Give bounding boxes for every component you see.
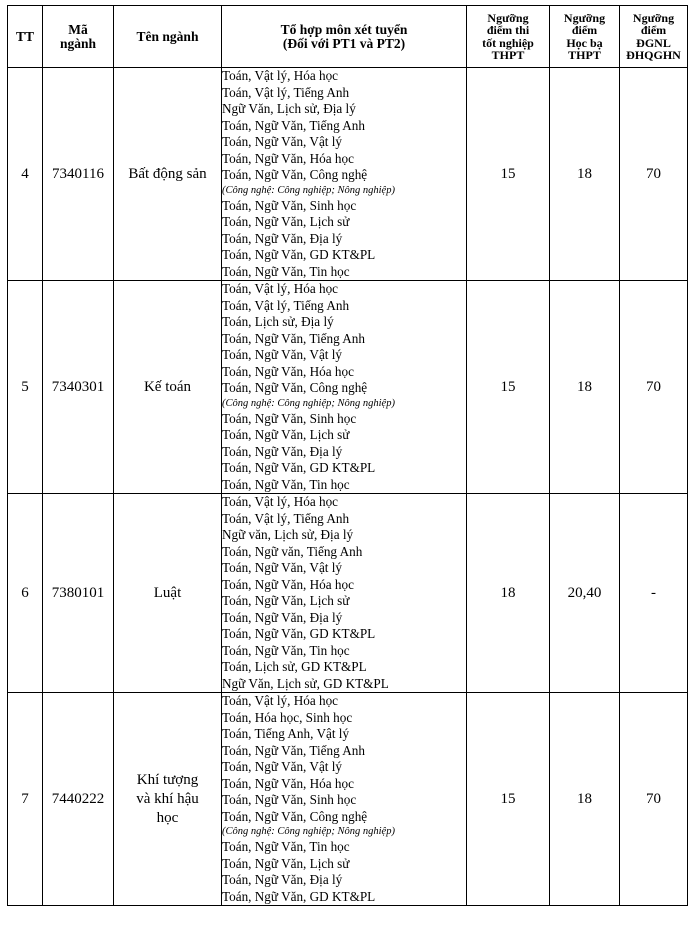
combo-item: Toán, Ngữ Văn, Lịch sử xyxy=(222,593,350,608)
combo-item: Toán, Ngữ Văn, Công nghệ xyxy=(222,167,368,182)
row-combos xyxy=(222,693,467,906)
combo-item: Toán, Ngữ Văn, Tin học xyxy=(222,839,350,854)
row-ten-nganh: Luật xyxy=(114,494,222,693)
combo-item: Toán, Ngữ Văn, Địa lý xyxy=(222,443,343,459)
combo-item: Toán, Ngữ Văn, Hóa học xyxy=(222,775,354,791)
header-to-hop: Tổ hợp môn xét tuyển (Đối với PT1 và PT2) xyxy=(222,6,467,68)
header-ma-nganh: Mã ngành xyxy=(43,6,114,68)
row-ma-nganh: 7340116 xyxy=(43,68,114,281)
combo-item: Toán, Ngữ Văn, GD KT&PL xyxy=(222,247,376,262)
combo-item: Toán, Ngữ Văn, Hóa học xyxy=(222,150,354,166)
row-nguong-hocba: 20,40 xyxy=(550,494,620,693)
row-nguong-thpt: 15 xyxy=(467,68,550,281)
combo-item: Toán, Vật lý, Tiếng Anh xyxy=(222,510,350,526)
combo-item: Toán, Vật lý, Hóa học xyxy=(222,494,339,509)
combo-item: Toán, Ngữ văn, Tiếng Anh xyxy=(222,543,363,559)
combo-item: Toán, Ngữ Văn, Tin học xyxy=(222,263,350,279)
row-nguong-hocba: 18 xyxy=(550,281,620,494)
combo-item: Toán, Ngữ Văn, Tiếng Anh xyxy=(222,742,365,758)
combo-item: Toán, Ngữ Văn, Tiếng Anh xyxy=(222,117,365,133)
row-tt: 4 xyxy=(8,68,43,281)
combo-item: Toán, Vật lý, Tiếng Anh xyxy=(222,84,350,100)
row-tt: 5 xyxy=(8,281,43,494)
combo-item: Toán, Ngữ Văn, Sinh học xyxy=(222,197,357,213)
table-row xyxy=(8,68,688,281)
row-combos xyxy=(222,68,467,281)
combo-item: Toán, Ngữ Văn, Tiếng Anh xyxy=(222,330,365,346)
combo-item: Toán, Ngữ Văn, Địa lý xyxy=(222,609,343,625)
combo-item: Toán, Lịch sử, Địa lý xyxy=(222,314,334,329)
combo-item: Toán, Ngữ Văn, Vật lý xyxy=(222,347,343,362)
combo-item: Toán, Ngữ Văn, Vật lý xyxy=(222,134,343,149)
combo-item: Toán, Ngữ Văn, Tin học xyxy=(222,642,350,658)
combo-note: (Công nghệ: Công nghiệp; Nông nghiệp) xyxy=(222,397,395,409)
combo-item: Toán, Ngữ Văn, Sinh học xyxy=(222,410,357,426)
row-ma-nganh: 7340301 xyxy=(43,281,114,494)
row-combos xyxy=(222,281,467,494)
table-body xyxy=(8,68,688,906)
combo-item: Toán, Ngữ Văn, Lịch sử xyxy=(222,427,350,442)
row-nguong-dgnl: 70 xyxy=(620,281,688,494)
table-row xyxy=(8,494,688,693)
row-nguong-thpt: 18 xyxy=(467,494,550,693)
combo-item: Toán, Ngữ Văn, Tin học xyxy=(222,476,350,492)
combo-item: Toán, Ngữ Văn, Lịch sử xyxy=(222,855,350,871)
row-ten-nganh: Khí tượng và khí hậu học xyxy=(114,693,222,906)
row-nguong-hocba: 18 xyxy=(550,693,620,906)
row-ma-nganh: 7440222 xyxy=(43,693,114,906)
row-tt: 7 xyxy=(8,693,43,906)
combo-item: Toán, Vật lý, Hóa học xyxy=(222,693,339,708)
combo-item: Toán, Ngữ Văn, Vật lý xyxy=(222,759,343,774)
row-ma-nganh: 7380101 xyxy=(43,494,114,693)
combo-item: Toán, Ngữ Văn, Địa lý xyxy=(222,230,343,246)
combo-item: Toán, Ngữ Văn, Vật lý xyxy=(222,560,343,575)
combo-item: Toán, Vật lý, Hóa học xyxy=(222,68,339,83)
combo-item: Toán, Ngữ Văn, Lịch sử xyxy=(222,214,350,229)
row-ten-nganh: Kế toán xyxy=(114,281,222,494)
combo-item: Toán, Vật lý, Hóa học xyxy=(222,281,339,296)
combo-item: Toán, Lịch sử, GD KT&PL xyxy=(222,659,367,674)
admissions-table xyxy=(7,5,688,906)
combo-item: Toán, Hóa học, Sinh học xyxy=(222,709,353,725)
combo-item: Toán, Vật lý, Tiếng Anh xyxy=(222,297,350,313)
table-row xyxy=(8,281,688,494)
header-nguong-thpt: Ngưỡng điểm thi tốt nghiệp THPT xyxy=(467,6,550,68)
header-tt: TT xyxy=(8,6,43,68)
header-nguong-hocba: Ngưỡng điểm Học bạ THPT xyxy=(550,6,620,68)
combo-note: (Công nghệ: Công nghiệp; Nông nghiệp) xyxy=(222,184,395,196)
row-nguong-dgnl: 70 xyxy=(620,693,688,906)
row-nguong-thpt: 15 xyxy=(467,693,550,906)
row-nguong-dgnl: 70 xyxy=(620,68,688,281)
header-row xyxy=(8,6,688,68)
combo-item: Toán, Ngữ Văn, Công nghệ xyxy=(222,380,368,395)
combo-item: Ngữ Văn, Lịch sử, GD KT&PL xyxy=(222,675,389,691)
combo-item: Toán, Tiếng Anh, Vật lý xyxy=(222,726,350,741)
combo-item: Toán, Ngữ Văn, GD KT&PL xyxy=(222,460,376,475)
row-ten-nganh: Bất động sản xyxy=(114,68,222,281)
combo-item: Toán, Ngữ Văn, Hóa học xyxy=(222,576,354,592)
row-nguong-thpt: 15 xyxy=(467,281,550,494)
combo-item: Toán, Ngữ Văn, GD KT&PL xyxy=(222,626,376,641)
combo-item: Toán, Ngữ Văn, Hóa học xyxy=(222,363,354,379)
table-row xyxy=(8,693,688,906)
row-nguong-hocba: 18 xyxy=(550,68,620,281)
combo-item: Toán, Ngữ Văn, GD KT&PL xyxy=(222,888,376,904)
combo-item: Ngữ văn, Lịch sử, Địa lý xyxy=(222,527,354,542)
row-tt: 6 xyxy=(8,494,43,693)
combo-note: (Công nghệ: Công nghiệp; Nông nghiệp) xyxy=(222,826,395,837)
combo-item: Ngữ Văn, Lịch sử, Địa lý xyxy=(222,101,356,116)
combo-item: Toán, Ngữ Văn, Địa lý xyxy=(222,872,343,887)
header-nguong-dgnl: Ngưỡng điểm ĐGNL ĐHQGHN xyxy=(620,6,688,68)
combo-item: Toán, Ngữ Văn, Công nghệ xyxy=(222,808,368,824)
combo-item: Toán, Ngữ Văn, Sinh học xyxy=(222,792,357,807)
row-nguong-dgnl: - xyxy=(620,494,688,693)
header-ten-nganh: Tên ngành xyxy=(114,6,222,68)
row-combos xyxy=(222,494,467,693)
